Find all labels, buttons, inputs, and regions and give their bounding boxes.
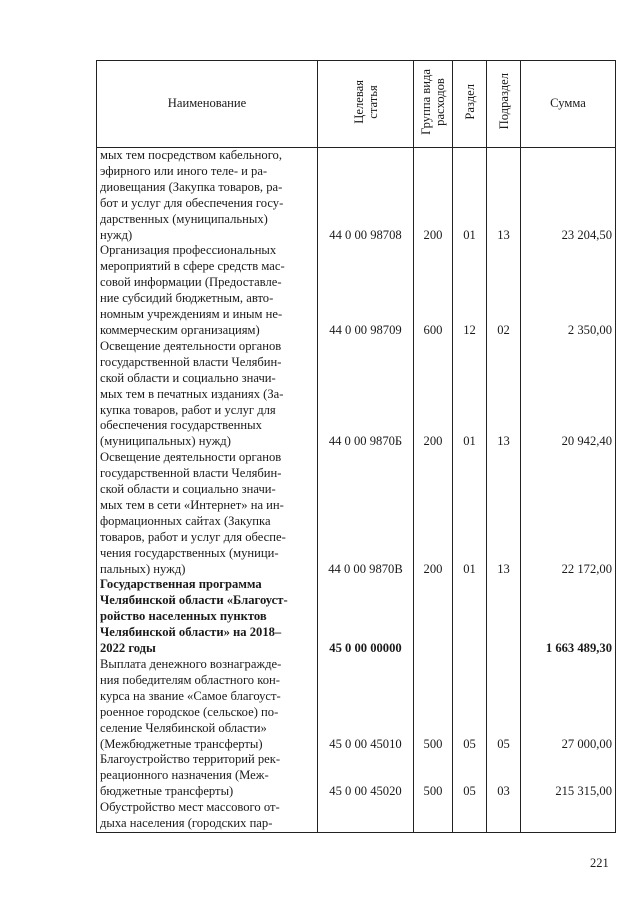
header-target: Целевая статья [351, 79, 380, 124]
row-target-code: 44 0 00 98709 [318, 243, 414, 338]
budget-table [96, 60, 616, 833]
row-subsection: 13 [487, 339, 521, 450]
header-section: Раздел [462, 83, 477, 120]
table-body [97, 148, 616, 833]
row-target-code: 44 0 00 98708 [318, 148, 414, 244]
row-target-code [318, 800, 414, 832]
row-sum: 1 663 489,30 [521, 577, 616, 657]
row-sum: 23 204,50 [521, 148, 616, 244]
header-sum: Сумма [521, 61, 616, 148]
row-subsection: 03 [487, 752, 521, 800]
row-section: 05 [453, 752, 487, 800]
row-subsection [487, 800, 521, 832]
row-name: Освещение деятельности органов государственной власти Челябин- ской области и социально значи- мых тем в печатных изданиях (За- купка товаров, работ и услуг для обеспечения государственных (муниципальных) нужд) [97, 339, 318, 450]
table-row [97, 450, 616, 577]
row-section: 05 [453, 657, 487, 752]
row-group [414, 577, 453, 657]
table-row [97, 800, 616, 832]
row-section [453, 577, 487, 657]
row-section: 01 [453, 450, 487, 577]
row-target-code: 45 0 00 45010 [318, 657, 414, 752]
row-group: 200 [414, 450, 453, 577]
row-sum: 20 942,40 [521, 339, 616, 450]
table-row [97, 339, 616, 450]
table-row [97, 657, 616, 752]
row-name: Государственная программа Челябинской области «Благоуст- ройство населенных пунктов Челябинской области» на 2018– 2022 годы [97, 577, 318, 657]
table-row [97, 752, 616, 800]
row-group: 500 [414, 752, 453, 800]
row-group: 500 [414, 657, 453, 752]
row-group: 200 [414, 339, 453, 450]
table-row [97, 148, 616, 244]
row-target-code: 45 0 00 00000 [318, 577, 414, 657]
row-section [453, 800, 487, 832]
row-section: 01 [453, 148, 487, 244]
row-name: Организация профессиональных мероприятий в сфере средств мас- совой информации (Предоставле- ние субсидий бюджетным, авто- номным учреждениям и иным не- коммерческим организациям) [97, 243, 318, 338]
row-target-code: 44 0 00 9870В [318, 450, 414, 577]
row-sum [521, 800, 616, 832]
table-row [97, 577, 616, 657]
row-name: Освещение деятельности органов государственной власти Челябин- ской области и социально значи- мых тем в сети «Интернет» на ин- формационных сайтах (Закупка товаров, работ и услуг для обеспе- чения государственных (муници- пальных) нужд) [97, 450, 318, 577]
row-sum: 215 315,00 [521, 752, 616, 800]
row-group: 600 [414, 243, 453, 338]
row-subsection: 13 [487, 148, 521, 244]
row-name: Благоустройство территорий рек- реационного назначения (Меж- бюджетные трансферты) [97, 752, 318, 800]
row-section: 12 [453, 243, 487, 338]
row-name: мых тем посредством кабельного, эфирного или иного теле- и ра- диовещания (Закупка товаров, ра- бот и услуг для обеспечения госу- дарственных (муниципальных) нужд) [97, 148, 318, 244]
row-subsection: 02 [487, 243, 521, 338]
row-subsection [487, 577, 521, 657]
header-group: Группа вида расходов [419, 68, 447, 135]
header-name: Наименование [97, 61, 318, 148]
row-target-code: 45 0 00 45020 [318, 752, 414, 800]
row-subsection: 05 [487, 657, 521, 752]
page-number: 221 [590, 856, 609, 870]
row-group: 200 [414, 148, 453, 244]
row-target-code: 44 0 00 9870Б [318, 339, 414, 450]
row-sum: 27 000,00 [521, 657, 616, 752]
table-row [97, 243, 616, 338]
row-name: Выплата денежного вознагражде- ния победителям областного кон- курса на звание «Самое благоуст- роенное городское (сельское) по- селение Челябинской области» (Межбюджетные трансферты) [97, 657, 318, 752]
header-subsection: Подраздел [496, 73, 511, 130]
row-group [414, 800, 453, 832]
row-name: Обустройство мест массового от- дыха населения (городских пар- [97, 800, 318, 832]
table-header [97, 61, 616, 148]
row-sum: 22 172,00 [521, 450, 616, 577]
row-section: 01 [453, 339, 487, 450]
row-sum: 2 350,00 [521, 243, 616, 338]
row-subsection: 13 [487, 450, 521, 577]
